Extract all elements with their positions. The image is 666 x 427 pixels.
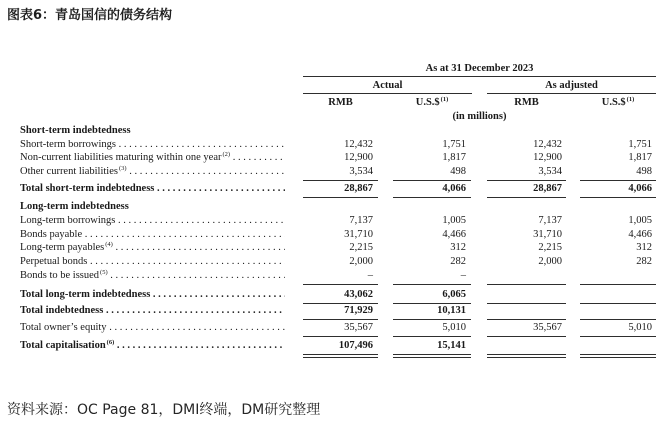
table-row — [0, 138, 666, 152]
cell-usd-actual: 4,066 — [442, 183, 466, 194]
double-rule-line — [487, 354, 566, 355]
cell-usd-actual: 498 — [450, 166, 466, 177]
rule-line — [393, 336, 471, 337]
row-label-text: Total owner’s equity — [20, 322, 107, 333]
footnote-marker: (4) — [105, 241, 113, 248]
double-rule-line — [580, 357, 656, 358]
table-row — [0, 151, 666, 165]
column-header-rmb-adjusted — [487, 96, 566, 110]
cell-rmb-actual: 28,867 — [344, 183, 373, 194]
cell-rmb-actual: 12,432 — [344, 139, 373, 150]
cell-usd-adjusted: 1,817 — [628, 152, 652, 163]
cell-usd-adjusted: 1,751 — [628, 139, 652, 150]
row-label-text: Non-current liabilities maturing within one year — [20, 152, 222, 163]
cell-rmb-actual: 3,534 — [349, 166, 373, 177]
row-label — [20, 214, 285, 228]
footnote-marker: (2) — [222, 151, 231, 158]
cell-rmb-adjusted: 35,567 — [533, 322, 562, 333]
row-label-text: Short-term borrowings — [20, 139, 116, 150]
leader-dots — [107, 322, 285, 333]
leader-dots — [150, 289, 285, 300]
leader-dots — [154, 183, 285, 194]
rule-line — [303, 197, 378, 198]
row-label-text: Bonds payable — [20, 229, 83, 240]
rule-line — [580, 197, 656, 198]
double-rule-line — [393, 354, 471, 355]
row-label — [20, 339, 285, 353]
double-rule-line — [303, 357, 378, 358]
leader-dots — [230, 152, 285, 163]
rule-line — [393, 197, 471, 198]
leader-dots — [108, 270, 285, 281]
rule-line — [487, 319, 566, 320]
footnote-marker: (3) — [118, 165, 127, 172]
cell-usd-adjusted: 4,466 — [628, 229, 652, 240]
leader-dots — [82, 229, 285, 240]
footnote-marker: (1) — [440, 96, 449, 103]
column-header-usd-actual — [393, 96, 471, 110]
group-header-as-adjusted: As adjusted — [545, 80, 598, 91]
cell-usd-adjusted: 4,066 — [628, 183, 652, 194]
cell-rmb-adjusted: 12,900 — [533, 152, 562, 163]
column-header-label: U.S.$ — [415, 97, 440, 108]
cell-usd-actual: 6,065 — [442, 289, 466, 300]
row-label-text: Bonds to be issued — [20, 270, 100, 281]
leader-dots — [115, 215, 285, 226]
rule-line — [487, 336, 566, 337]
group-rule-as-adjusted — [487, 93, 656, 94]
column-header-label: RMB — [328, 97, 353, 108]
rule-line — [487, 180, 566, 181]
total-row — [0, 182, 666, 196]
cell-usd-actual: 1,751 — [442, 139, 466, 150]
cell-usd-adjusted: 312 — [636, 242, 652, 253]
cell-rmb-actual: 2,215 — [349, 242, 373, 253]
double-rule-line — [303, 354, 378, 355]
period-header-rule — [303, 76, 656, 77]
group-header-actual: Actual — [372, 80, 403, 91]
row-label — [20, 288, 285, 302]
section-heading-long-term: Long-term indebtedness — [20, 201, 129, 212]
cell-rmb-adjusted: 12,432 — [533, 139, 562, 150]
rule-line — [487, 284, 566, 285]
cell-usd-actual: 10,131 — [437, 305, 466, 316]
footnote-marker: (1) — [626, 96, 635, 103]
cell-rmb-actual: 2,000 — [349, 256, 373, 267]
unit-label: (in millions) — [452, 111, 507, 122]
double-rule-line — [393, 357, 471, 358]
cell-usd-adjusted: 1,005 — [628, 215, 652, 226]
cell-usd-adjusted: 498 — [636, 166, 652, 177]
rule-line — [393, 284, 471, 285]
cell-usd-actual: 4,466 — [442, 229, 466, 240]
row-label-text: Other current liabilities — [20, 166, 118, 177]
total-row — [0, 288, 666, 302]
footnote-marker: (5) — [100, 269, 108, 276]
source-note: 资料来源：OC Page 81，DMI终端，DM研究整理 — [7, 402, 321, 418]
cell-usd-actual: 15,141 — [437, 340, 466, 351]
cell-usd-actual: 312 — [450, 242, 466, 253]
row-label — [20, 255, 285, 269]
cell-rmb-actual: 31,710 — [344, 229, 373, 240]
rule-line — [580, 336, 656, 337]
leader-dots — [103, 305, 285, 316]
cell-rmb-actual: – — [367, 270, 373, 281]
cell-rmb-actual: 35,567 — [344, 322, 373, 333]
row-label-text: Total long-term indebtedness — [20, 289, 151, 300]
column-header-rmb-actual — [303, 96, 378, 110]
rule-line — [580, 180, 656, 181]
cell-rmb-adjusted: 2,000 — [538, 256, 562, 267]
section-heading-row — [0, 200, 666, 214]
rule-line — [580, 284, 656, 285]
table-row — [0, 255, 666, 269]
column-header-label: RMB — [514, 97, 539, 108]
row-label — [20, 321, 285, 335]
cell-usd-actual: 282 — [450, 256, 466, 267]
table-row — [0, 214, 666, 228]
total-row — [0, 304, 666, 318]
rule-line — [303, 284, 378, 285]
group-rule-actual — [303, 93, 472, 94]
section-heading-row — [0, 124, 666, 138]
rule-line — [580, 319, 656, 320]
row-label — [20, 151, 285, 165]
table-row — [0, 241, 666, 255]
cell-rmb-actual: 71,929 — [344, 305, 373, 316]
leader-dots — [116, 139, 285, 150]
row-label — [20, 138, 285, 152]
cell-rmb-actual: 43,062 — [344, 289, 373, 300]
rule-line — [393, 319, 471, 320]
cell-rmb-adjusted: 3,534 — [538, 166, 562, 177]
rule-line — [487, 197, 566, 198]
cell-rmb-actual: 7,137 — [349, 215, 373, 226]
cell-usd-adjusted: 282 — [636, 256, 652, 267]
row-label-text: Total capitalisation — [20, 340, 106, 351]
row-label-text: Perpetual bonds — [20, 256, 88, 267]
figure-title: 图表6：青岛国信的债务结构 — [7, 8, 173, 23]
table-row — [0, 165, 666, 179]
rule-line — [393, 180, 471, 181]
cell-usd-actual: – — [460, 270, 466, 281]
column-header-label: U.S.$ — [601, 97, 626, 108]
double-rule-line — [580, 354, 656, 355]
row-label-text: Long-term payables — [20, 242, 105, 253]
leader-dots — [114, 340, 285, 351]
period-header: As at 31 December 2023 — [425, 63, 534, 74]
leader-dots — [87, 256, 285, 267]
cell-rmb-adjusted: 31,710 — [533, 229, 562, 240]
table-row — [0, 269, 666, 283]
row-label — [20, 228, 285, 242]
cell-usd-adjusted: 5,010 — [628, 322, 652, 333]
rule-line — [303, 180, 378, 181]
row-label — [20, 241, 285, 255]
cell-rmb-adjusted: 2,215 — [538, 242, 562, 253]
total-row — [0, 339, 666, 353]
row-label-text: Total short-term indebtedness — [20, 183, 155, 194]
cell-rmb-actual: 107,496 — [338, 340, 373, 351]
cell-rmb-adjusted: 7,137 — [538, 215, 562, 226]
section-heading-short-term: Short-term indebtedness — [20, 125, 131, 136]
cell-usd-actual: 1,005 — [442, 215, 466, 226]
cell-usd-actual: 1,817 — [442, 152, 466, 163]
rule-line — [303, 336, 378, 337]
row-label — [20, 269, 285, 283]
table-row — [0, 228, 666, 242]
cell-rmb-adjusted: 28,867 — [533, 183, 562, 194]
double-rule-line — [487, 357, 566, 358]
row-label — [20, 165, 285, 179]
row-label-text: Total indebtedness — [20, 305, 104, 316]
column-header-usd-adjusted — [580, 96, 656, 110]
row-label — [20, 304, 285, 318]
cell-rmb-actual: 12,900 — [344, 152, 373, 163]
leader-dots — [113, 242, 285, 253]
row-label — [20, 182, 285, 196]
footnote-marker: (6) — [106, 339, 115, 346]
cell-usd-actual: 5,010 — [442, 322, 466, 333]
rule-line — [303, 319, 378, 320]
table-row — [0, 321, 666, 335]
leader-dots — [127, 166, 285, 177]
row-label-text: Long-term borrowings — [20, 215, 116, 226]
